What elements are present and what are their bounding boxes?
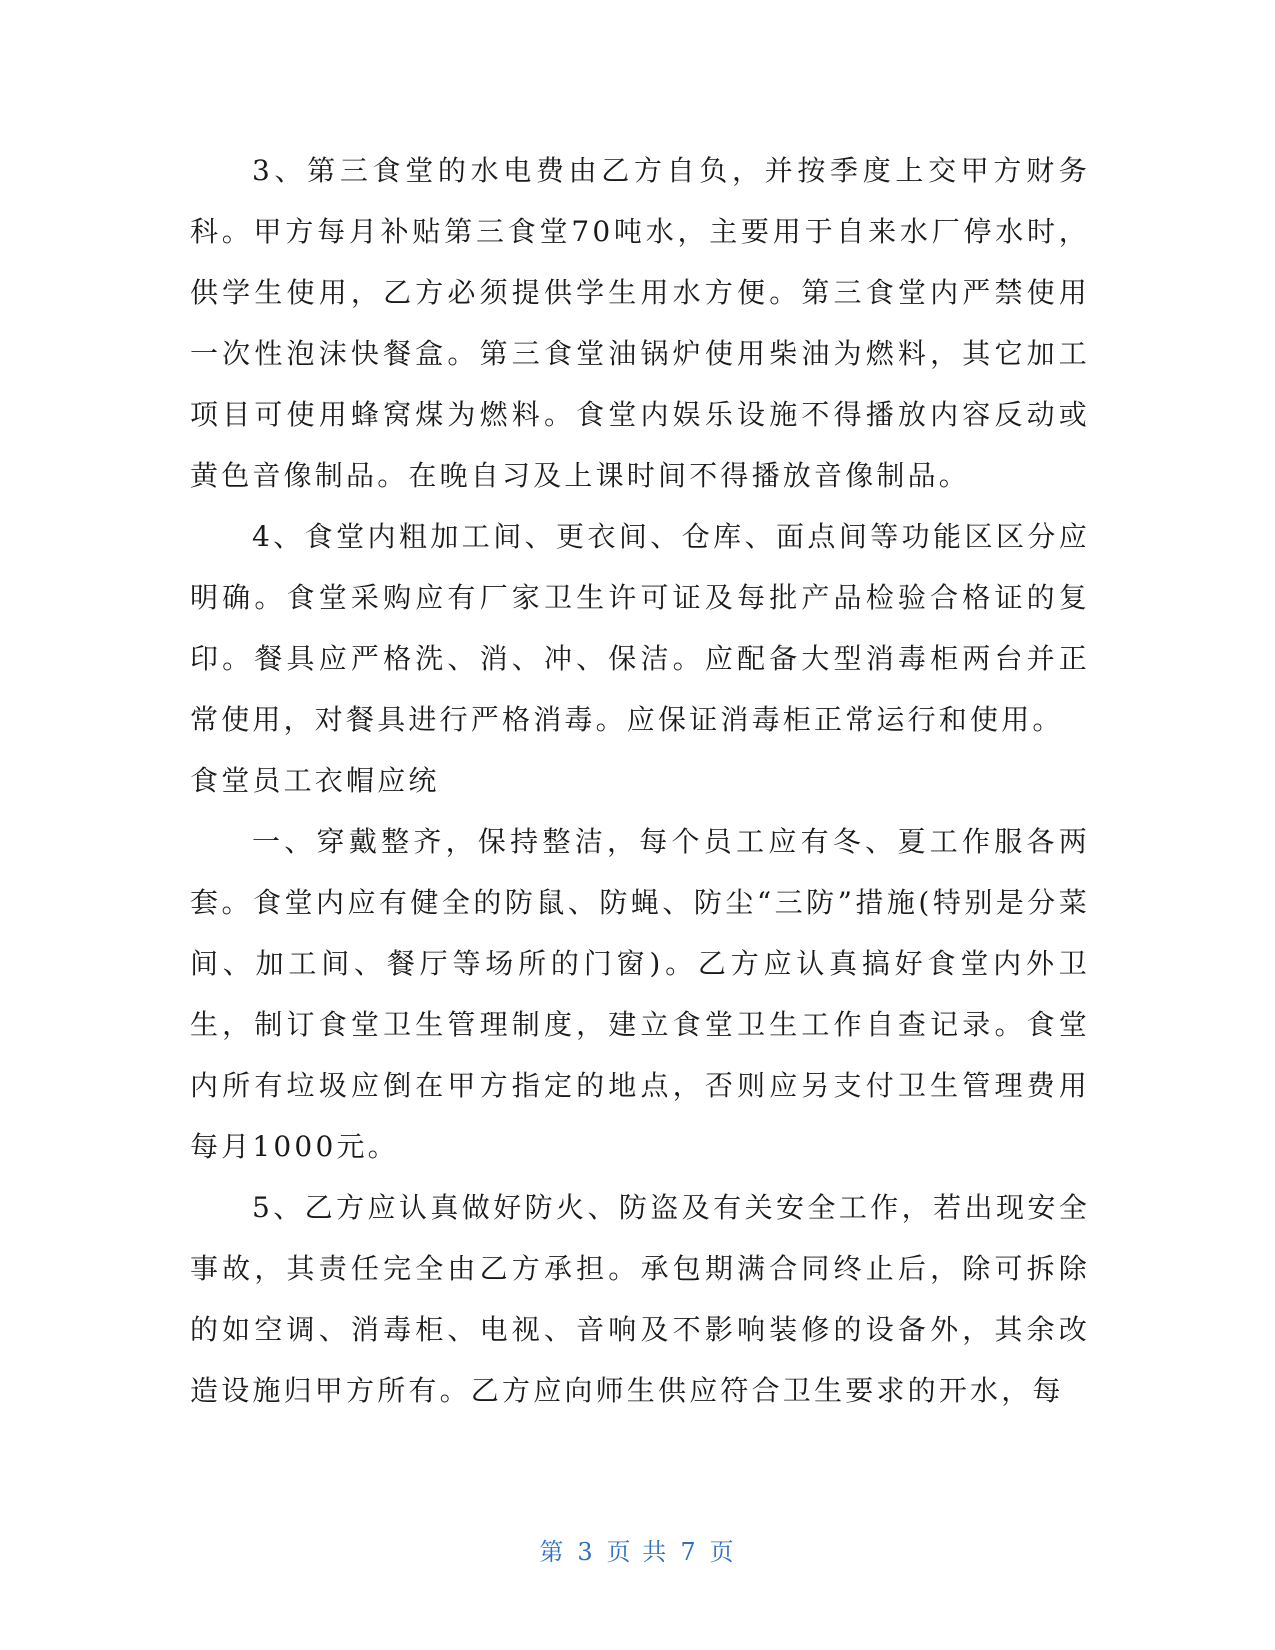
footer-middle: 页 共 [606, 1538, 669, 1566]
paragraph-item-5: 5、乙方应认真做好防火、防盗及有关安全工作，若出现安全事故，其责任完全由乙方承担。承包期满合同终止后，除可拆除的如空调、消毒柜、电视、音响及不影响装修的设备外，其余改造设施归甲方所有。乙方应向师生供应符合卫生要求的开水，每 [190, 1191, 1090, 1407]
paragraph-item-4: 4、食堂内粗加工间、更衣间、仓库、面点间等功能区区分应明确。食堂采购应有厂家卫生许可证及每批产品检验合格证的复印。餐具应严格洗、消、冲、保洁。应配备大型消毒柜两台并正常使用，对餐具进行严格消毒。应保证消毒柜正常运行和使用。 [190, 520, 1090, 736]
footer-current-page: 3 [577, 1538, 595, 1566]
paragraph-item-one: 一、穿戴整齐，保持整洁，每个员工应有冬、夏工作服各两套。食堂内应有健全的防鼠、防蝇、防尘“三防”措施(特别是分菜间、加工间、餐厅等场所的门窗)。乙方应认真搞好食堂内外卫生，制订食堂卫生管理制度，建立食堂卫生工作自查记录。食堂内所有垃圾应倒在甲方指定的地点，否则应另支付卫生管理费用每月1000元。 [190, 825, 1090, 1163]
document-body [190, 140, 1090, 1421]
page-footer [0, 1532, 1275, 1567]
footer-prefix: 第 [539, 1538, 566, 1566]
paragraph-uniform-intro: 食堂员工衣帽应统 [190, 764, 440, 797]
footer-suffix: 页 [709, 1538, 736, 1566]
paragraph-item-3: 3、第三食堂的水电费由乙方自负，并按季度上交甲方财务科。甲方每月补贴第三食堂70吨水，主要用于自来水厂停水时，供学生使用，乙方必须提供学生用水方便。第三食堂内严禁使用一次性泡沫快餐盒。第三食堂油锅炉使用柴油为燃料，其它加工项目可使用蜂窝煤为燃料。食堂内娱乐设施不得播放内容反动或黄色音像制品。在晚自习及上课时间不得播放音像制品。 [190, 154, 1090, 492]
footer-total-pages: 7 [680, 1538, 698, 1566]
